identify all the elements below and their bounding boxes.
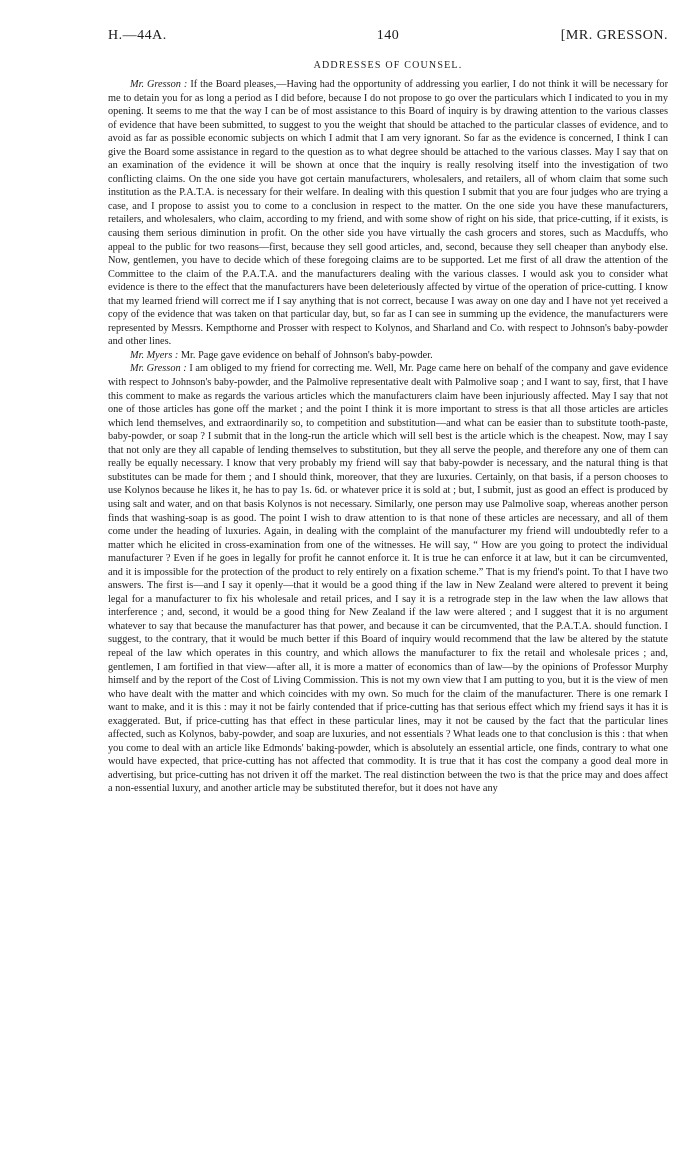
section-title: ADDRESSES OF COUNSEL.	[313, 60, 463, 71]
paragraph-text: If the Board pleases,—Having had the opportunity of addressing you earlier, I do not think it will be necessary for me to detain you for as long a period as I did before, because I do not propose to go over the particulars which I indicated to you in my opening. It seems to me that the way I can be of most assistance to this Board of inquiry is by drawing attention to the various classes of evidence that have been submitted, to suggest to you the weight that should be attached to the particular classes of evidence, and to avoid as far as possible economic subjects on which I admit that I am very ignorant. So far as the evidence is concerned, I think I can give the Board some assistance in regard to the question as to what degree should be attached to the various classes. May I say that on an examination of the evidence it will be shown at once that the inquiry is really resolving itself into the investigation of two conflicting claims. On the one side you have got certain manufacturers, wholesalers, and retailers, all of whom claim that some such institution as the P.A.T.A. is necessary for their welfare. In dealing with this question I submit that you are four judges who are trying a case, and I propose to assist you to come to a conclusion in respect to the matter. On the one side you have these manufacturers, retailers, and wholesalers, who claim, according to my friend, and with some show of right on his side, that price-cutting, if it exists, is causing them serious diminution in profit. On the other side you have virtually the cash grocers and stores, such as Macduffs, who appeal to the public for two reasons—first, because they sell good articles, and, second, because they sell cheaper than anybody else. Now, gentlemen, you have to decide which of these foregoing claims are to be supported. Let me first of all draw the attention of the Committee to the claim of the P.A.T.A. and the manufacturers dealing with the various classes. I would ask you to consider what evidence is there to the effect that the manufacturers have been deleteriously affected by virtue of the operation of price-cutting. I know that my learned friend will correct me if I say anything that is not correct, because I was away on one day and I have not yet received a copy of the evidence that was taken on that particular day, but, so far as I can see in summing up the evidence, the manufacturers were represented by Messrs. Kempthorne and Prosser with respect to Kolynos, and Sharland and Co. with respect to Johnson's baby-powder and other lines.	[108, 79, 668, 348]
speaker-name: Mr. Myers :	[130, 349, 179, 361]
paragraph	[108, 78, 668, 349]
paragraph-text: I am obliged to my friend for correcting me. Well, Mr. Page came here on behalf of the company and gave evidence with respect to Johnson's baby-powder, and the Palmolive representative dealt with Palmolive soap ; and I want to say, first, that I have this comment to make as regards the various articles which the manufacturers claim have been injuriously affected. May I say that not one of those articles has gone off the market ; and the point I think it is more important to stress is that all those articles are articles which lend themselves, and extraordinarily so, to competition and substitution—and what can be easier than to substitute tooth-paste, baby-powder, or soap ? I submit that in the long-run the article which will sell best is the article which is the cheapest. Now, may I say that not only are they all capable of lending themselves to substitution, but they all serve the people, and therefore any one of them can really be equally necessary. I know that very probably my friend will say that baby-powder is necessary, and the natural thing is that substitutes can be made for them ; and I should think, moreover, that they are luxuries. Certainly, on that basis, if a person chooses to use Kolynos because he likes it, he has to pay 1s. 6d. or whatever price it is sold at ; but, I submit, just as good an effect is produced by using salt and water, and on that basis Kolynos is not necessary. Similarly, one person may use Palmolive soap, whereas another person finds that washing-soap is as good. The point I wish to draw attention to is that none of these articles are necessary, and all of them come under the heading of luxuries. Again, in dealing with the complaint of the manufacturer my friend will undoubtedly refer to a matter which he elicited in cross-examination from one of the witnesses. He will say, “ How are you going to protect the individual manufacturer ? Even if he goes in legally for profit he cannot enforce it. It is true he can enforce it at law, but it can be circumvented, and it is impossible for the protection of the product to rely entirely on a fixation scheme.” That is my friend's point. To that I have two answers. The first is—and I say it openly—that it would be a good thing if the law in New Zealand were altered to prevent it being legal for a manufacturer to fix his wholesale and retail prices, and I say it is a retrograde step in the law when the law allows that interference ; and, second, it would be a good thing for New Zealand if the law were altered ; and I suggest that it is no argument whatever to say that because the manufacturer has that power, and because it can be circumvented, that the P.A.T.A. should function. I suggest, to the contrary, that it would be much better if this Board of inquiry would recommend that the law be altered by the statute repeal of the law which operates in this country, and which allows the manufacturer to fix the retail and wholesale prices ; and, gentlemen, I am fortified in that view—after all, it is more a matter of economics than of law—by the opinions of Professor Murphy himself and by the report of the Cost of Living Commission. This is not my own view that I am putting to you, but it is the view of men who have dealt with the matter and which coincides with my own. So much for the claim of the manufacturer. There is one remark I want to make, and it is this : may it not be fairly contended that if price-cutting has that serious effect which my friend says it has it is exaggerated. But, if price-cutting has that effect in these particular lines, may it not be caused by the fact that the particular lines affected, such as Kolynos, baby-powder, and soap are luxuries, and not essentials ? What leads one to that conclusion is this : that when you come to deal with an article like Edmonds' baking-powder, which is absolutely an essential article, one finds, contrary to what one would have expected, that price-cutting has not affected that commodity. It is true that it has cost the company a good deal more in advertising, but price-cutting has not driven it off the market. The real distinction between the two is that the price may and does affect a non-essential luxury, and another article may be substituted therefor, but it does not have any	[108, 363, 669, 795]
speaker-name: Mr. Gresson :	[130, 363, 187, 375]
running-header	[108, 28, 668, 48]
page-number: 140	[376, 28, 400, 43]
body-text	[108, 78, 668, 796]
paragraph	[108, 362, 668, 796]
speaker-reference: [MR. GRESSON.	[560, 28, 668, 43]
paragraph	[108, 349, 668, 363]
report-reference: H.—44A.	[108, 28, 167, 43]
paragraph-text: Mr. Page gave evidence on behalf of Johnson's baby-powder.	[178, 349, 433, 361]
speaker-name: Mr. Gresson :	[130, 79, 188, 90]
